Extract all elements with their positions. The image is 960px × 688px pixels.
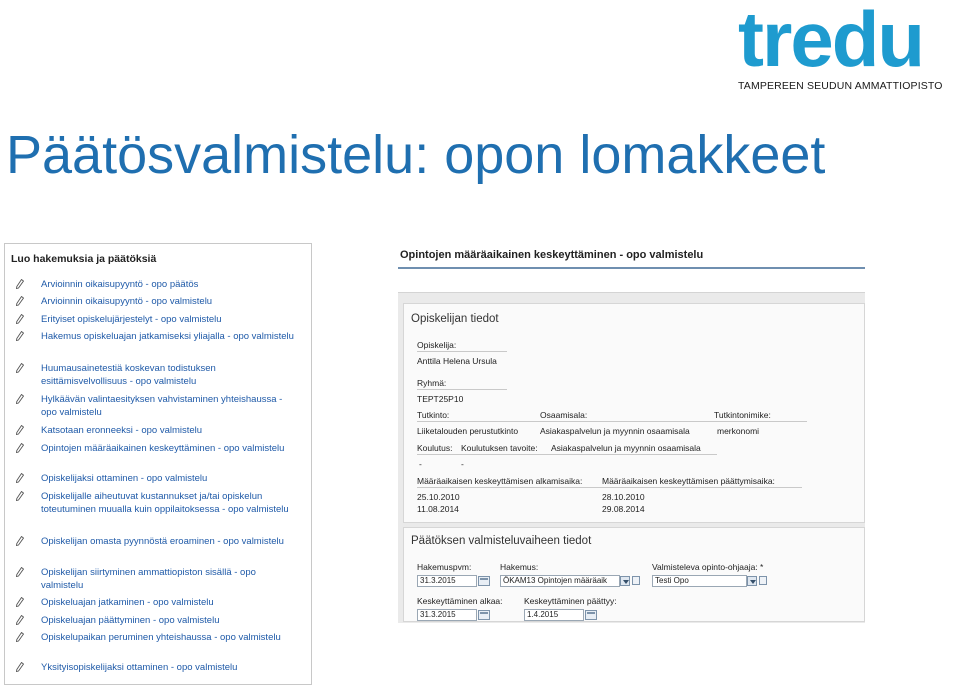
svg-text:tredu: tredu bbox=[738, 4, 923, 76]
group-value: TEPT25P10 bbox=[417, 394, 464, 404]
divider bbox=[417, 454, 717, 455]
decision-list-label[interactable]: Katsotaan eronneeksi - opo valmistelu bbox=[41, 425, 203, 436]
logo-tagline: TAMPEREEN SEUDUN AMMATTIOPISTO bbox=[738, 80, 943, 92]
pencil-icon bbox=[16, 425, 24, 435]
degree-label: Tutkinto: bbox=[417, 410, 450, 420]
counselor-select[interactable]: Testi Opo bbox=[652, 575, 747, 587]
counselor-label: Valmisteleva opinto-ohjaaja: * bbox=[652, 562, 764, 572]
student-section-title: Opiskelijan tiedot bbox=[411, 313, 499, 325]
pencil-icon bbox=[16, 632, 24, 642]
tredu-logo bbox=[738, 4, 954, 96]
counselor-detail-icon[interactable] bbox=[759, 576, 767, 585]
application-date-input[interactable]: 31.3.2015 bbox=[417, 575, 477, 587]
decision-list-label[interactable]: Hylkäävän valintaesityksen vahvistaminen yhteishaussa - opo valmistelu bbox=[41, 394, 283, 418]
divider bbox=[417, 487, 802, 488]
form-header bbox=[398, 243, 865, 269]
tredu-wordmark bbox=[738, 4, 954, 76]
degree-title-label: Tutkintonimike: bbox=[714, 410, 771, 420]
divider bbox=[417, 421, 807, 422]
chevron-down-icon[interactable] bbox=[620, 576, 630, 586]
interruption-start-date: 11.08.2014 bbox=[417, 504, 459, 514]
decision-list-label[interactable]: Opiskelijaksi ottaminen - opo valmistelu bbox=[41, 473, 208, 484]
student-label: Opiskelija: bbox=[417, 340, 457, 350]
decision-list-label[interactable]: Arvioinnin oikaisupyyntö - opo päätös bbox=[41, 279, 199, 290]
decision-list-label[interactable]: Yksityisopiskelijaksi ottaminen - opo valmistelu bbox=[41, 662, 238, 673]
decision-list-label[interactable]: Opintojen määräaikainen keskeyttäminen - opo valmistelu bbox=[41, 443, 285, 454]
interruption-begins-input[interactable]: 31.3.2015 bbox=[417, 609, 477, 621]
interruption-begins-label: Keskeyttäminen alkaa: bbox=[417, 596, 503, 606]
interruption-start-date: 25.10.2010 bbox=[417, 492, 460, 502]
pencil-icon bbox=[16, 567, 24, 577]
interruption-end-date: 29.08.2014 bbox=[602, 504, 645, 514]
panel-title: Luo hakemuksia ja päätöksiä bbox=[11, 253, 157, 265]
student-info-section bbox=[403, 303, 865, 523]
interruption-ends-input[interactable]: 1.4.2015 bbox=[524, 609, 584, 621]
pencil-icon bbox=[16, 296, 24, 306]
competence-label: Osaamisala: bbox=[540, 410, 588, 420]
pencil-icon bbox=[16, 536, 24, 546]
divider bbox=[417, 351, 507, 352]
pencil-icon bbox=[16, 615, 24, 625]
pencil-icon bbox=[16, 363, 24, 373]
degree-value: Liiketalouden perustutkinto bbox=[417, 426, 519, 436]
decision-list-label[interactable]: Opiskeluajan päättyminen - opo valmistelu bbox=[41, 615, 220, 626]
decision-list-label[interactable]: Opiskeluajan jatkaminen - opo valmistelu bbox=[41, 597, 214, 608]
competence-value: Asiakaspalvelun ja myynnin osaamisala bbox=[540, 426, 690, 436]
education-value: - bbox=[419, 459, 422, 469]
education-goal-competence: Asiakaspalvelun ja myynnin osaamisala bbox=[551, 443, 701, 453]
education-goal-value: - bbox=[461, 459, 464, 469]
student-value: Anttila Helena Ursula bbox=[417, 356, 497, 366]
calendar-icon[interactable] bbox=[478, 610, 490, 620]
application-label: Hakemus: bbox=[500, 562, 539, 572]
pencil-icon bbox=[16, 314, 24, 324]
open-application-icon[interactable] bbox=[632, 576, 640, 585]
pencil-icon bbox=[16, 597, 24, 607]
decision-list-label[interactable]: Huumausainetestiä koskevan todistuksen esittämisvelvollisuus - opo valmistelu bbox=[41, 363, 216, 387]
pencil-icon bbox=[16, 394, 24, 404]
pencil-icon bbox=[16, 491, 24, 501]
decision-list-label[interactable]: Opiskelupaikan peruminen yhteishaussa - opo valmistelu bbox=[41, 632, 281, 643]
decision-list-panel bbox=[4, 243, 312, 685]
calendar-icon[interactable] bbox=[478, 576, 490, 586]
form-title: Opintojen määräaikainen keskeyttäminen - opo valmistelu bbox=[400, 249, 704, 261]
pencil-icon bbox=[16, 279, 24, 289]
interruption-ends-label: Keskeyttäminen päättyy: bbox=[524, 596, 617, 606]
decision-list-label[interactable]: Hakemus opiskeluajan jatkamiseksi yliajalla - opo valmistelu bbox=[41, 331, 294, 342]
pencil-icon bbox=[16, 443, 24, 453]
application-select[interactable]: ÖKAM13 Opintojen määräaik bbox=[500, 575, 620, 587]
degree-title-value: merkonomi bbox=[717, 426, 760, 436]
application-date-label: Hakemuspvm: bbox=[417, 562, 472, 572]
decision-list-label[interactable]: Opiskelijan siirtyminen ammattiopiston sisällä - opo valmistelu bbox=[41, 567, 256, 591]
education-label: Koulutus: bbox=[417, 443, 453, 453]
slide-title: Päätösvalmistelu: opon lomakkeet bbox=[6, 125, 826, 185]
pencil-icon bbox=[16, 662, 24, 672]
pencil-icon bbox=[16, 473, 24, 483]
chevron-down-icon[interactable] bbox=[747, 576, 757, 586]
interruption-end-date: 28.10.2010 bbox=[602, 492, 645, 502]
calendar-icon[interactable] bbox=[585, 610, 597, 620]
interruption-start-label: Määräaikaisen keskeyttämisen alkamisaika: bbox=[417, 476, 583, 486]
group-label: Ryhmä: bbox=[417, 378, 447, 388]
decision-list-label[interactable]: Erityiset opiskelujärjestelyt - opo valmistelu bbox=[41, 314, 222, 325]
decision-section-title: Päätöksen valmisteluvaiheen tiedot bbox=[411, 535, 592, 547]
decision-list-label[interactable]: Opiskelijan omasta pyynnöstä eroaminen - opo valmistelu bbox=[41, 536, 284, 547]
divider bbox=[417, 389, 507, 390]
interruption-end-label: Määräaikaisen keskeyttämisen päättymisaika: bbox=[602, 476, 775, 486]
decision-list-label[interactable]: Arvioinnin oikaisupyyntö - opo valmistelu bbox=[41, 296, 213, 307]
decision-list-label[interactable]: Opiskelijalle aiheutuvat kustannukset ja/tai opiskelun toteutuminen muualla kuin oppilaitoksessa - opo valmistelu bbox=[41, 491, 289, 515]
pencil-icon bbox=[16, 331, 24, 341]
education-goal-label: Koulutuksen tavoite: bbox=[461, 443, 538, 453]
